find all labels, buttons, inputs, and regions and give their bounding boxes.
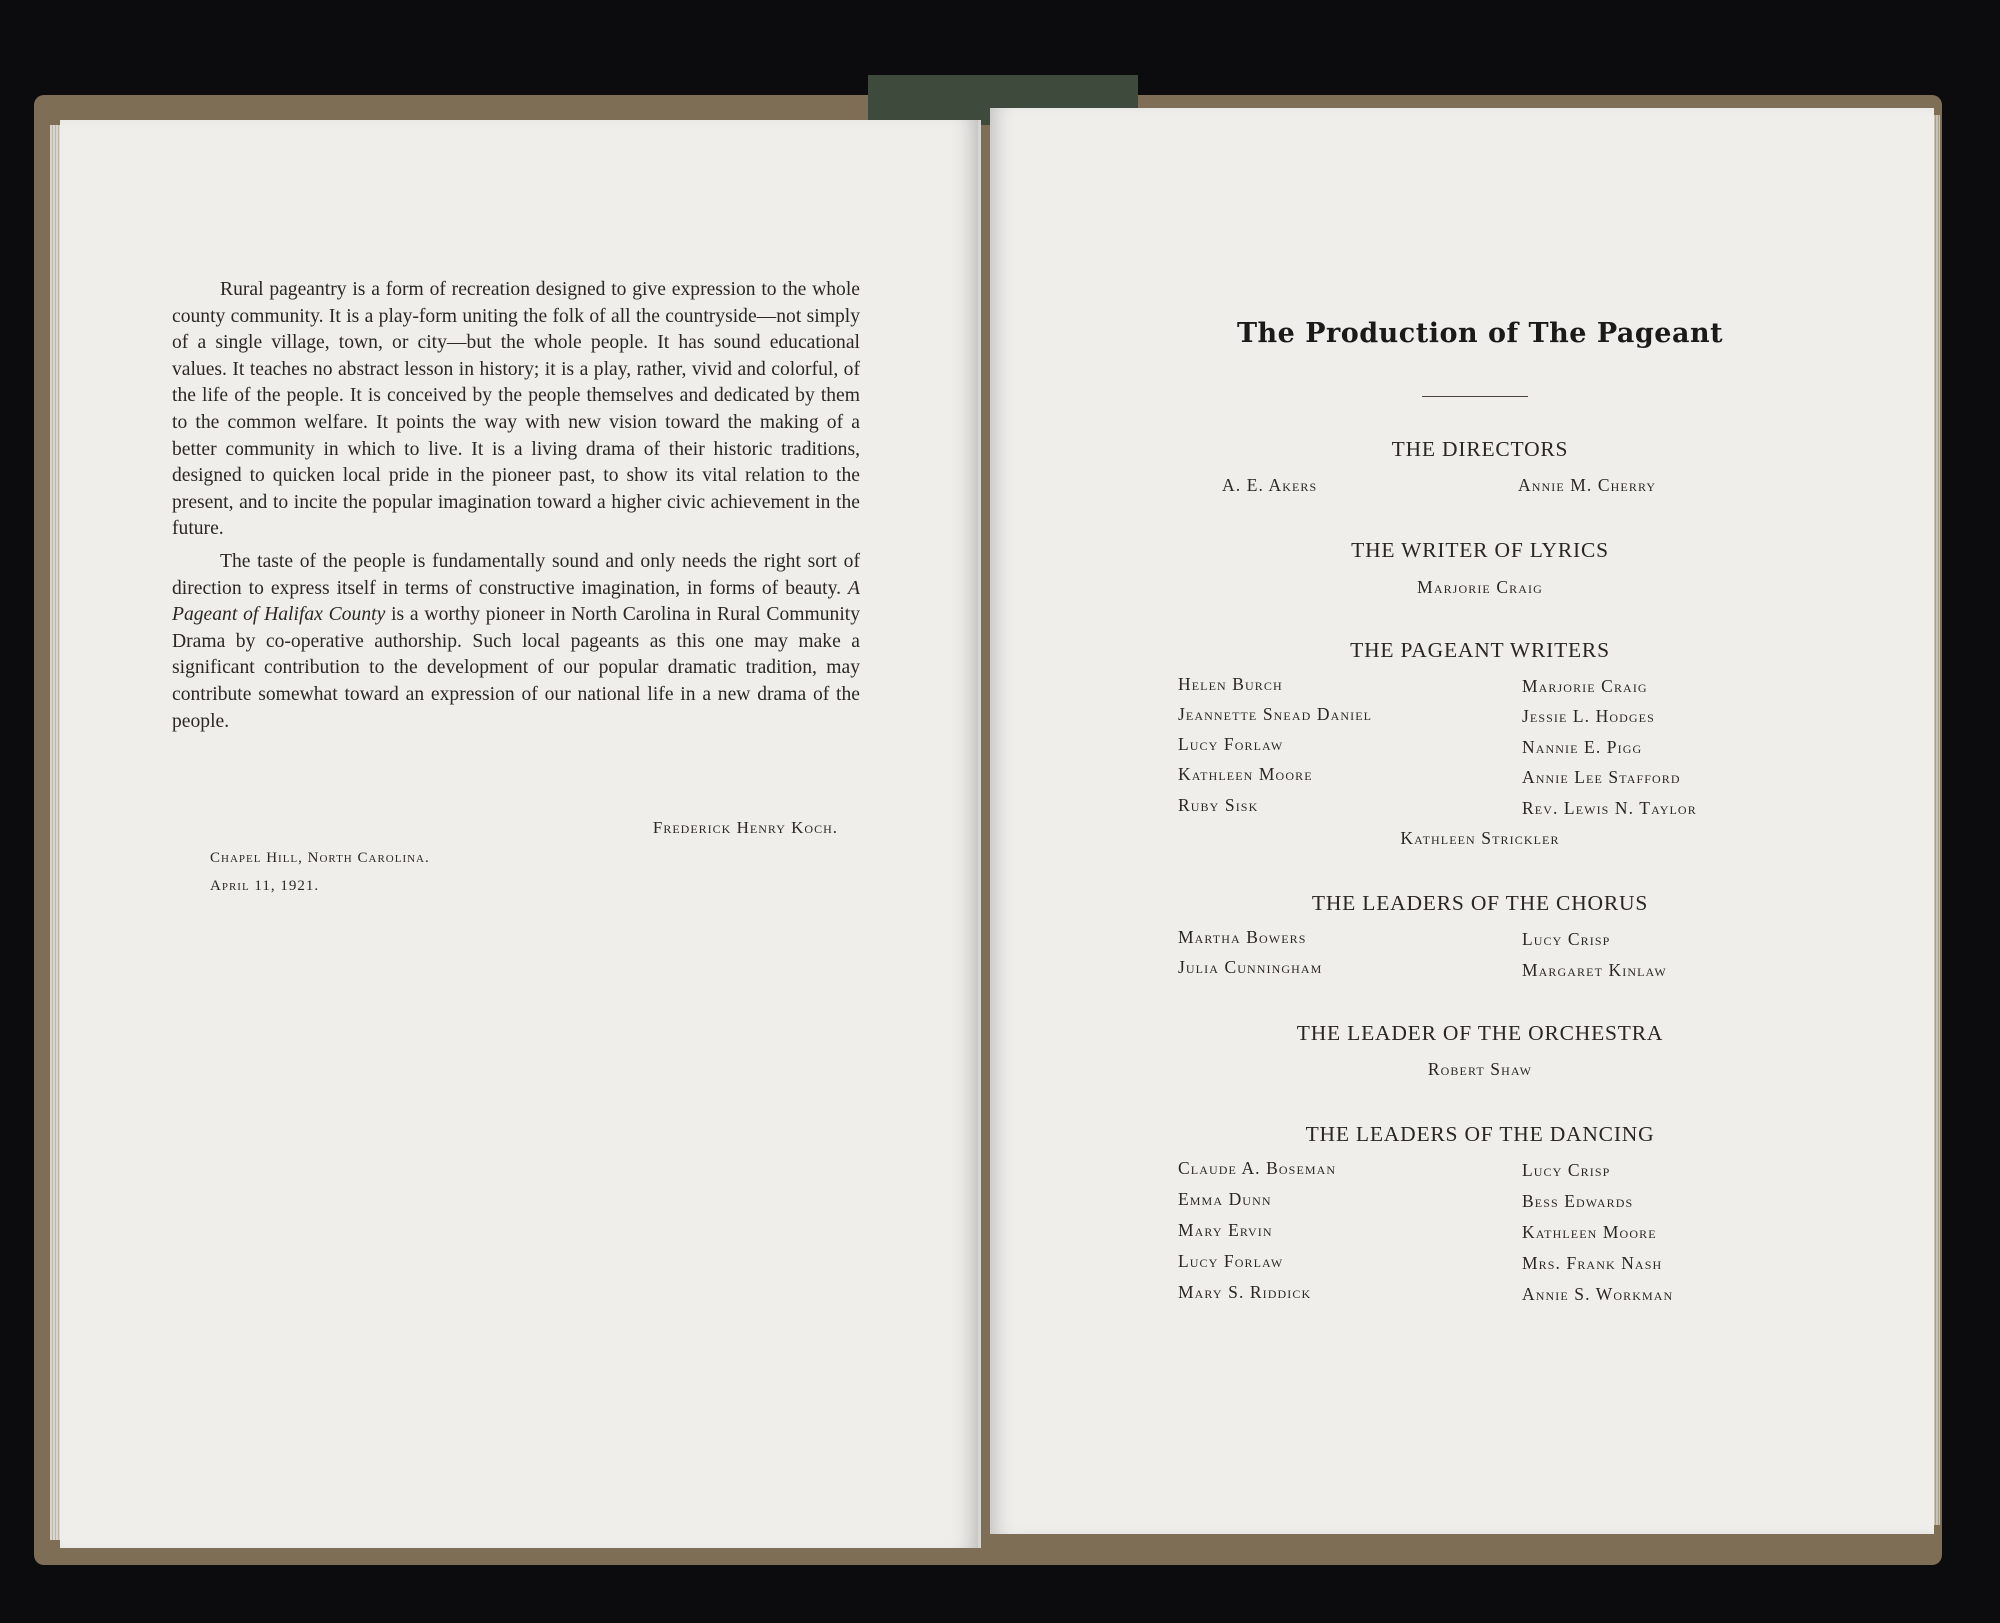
directors-heading: THE DIRECTORS [1391,437,1569,461]
dancing-heading: THE LEADERS OF THE DANCING [1305,1122,1655,1146]
writer-name: Nannie E. Pigg [1522,737,1643,757]
director-name: A. E. Akers [1222,475,1318,495]
signature-date: April 11, 1921. [210,878,320,894]
writer-name-centered: Kathleen Strickler [1400,828,1560,848]
writer-name: Kathleen Moore [1178,764,1313,784]
dancing-leader-name: Claude A. Boseman [1178,1158,1337,1178]
writer-name: Marjorie Craig [1522,676,1648,696]
dancing-leader-name: Annie S. Workman [1522,1284,1674,1304]
orchestra-leader-name: Robert Shaw [1427,1059,1533,1079]
intro-paragraph-2-end: is a worthy pioneer in North Carolina in Rural Community Drama by co-operative authorship. Such local pageants as this one may make a significant contribution to the development of our popular dramatic tradition, may contribute somewhat toward an expression of our national life in a new drama of the people. [172,604,861,732]
chorus-leader-name: Margaret Kinlaw [1522,960,1667,980]
dancing-leader-name: Lucy Crisp [1522,1160,1611,1180]
dancing-leader-name: Emma Dunn [1178,1189,1272,1209]
lyrics-heading: THE WRITER OF LYRICS [1351,538,1609,562]
dancing-leader-name: Mary Ervin [1178,1220,1273,1240]
signature-place: Chapel Hill, North Carolina. [210,850,430,866]
orchestra-heading: THE LEADER OF THE ORCHESTRA [1296,1021,1664,1045]
title-divider [1422,396,1528,397]
writer-name: Annie Lee Stafford [1522,767,1681,787]
introduction-text [172,277,860,741]
chorus-leader-name: Julia Cunningham [1178,957,1323,977]
dancing-leader-name: Kathleen Moore [1522,1222,1657,1242]
writer-name: Ruby Sisk [1178,795,1259,815]
writer-name: Helen Burch [1178,674,1283,694]
pageant-writers-heading: THE PAGEANT WRITERS [1350,638,1610,662]
dancing-leader-name: Lucy Forlaw [1178,1251,1284,1271]
intro-paragraph-2 [172,549,860,735]
chorus-heading: THE LEADERS OF THE CHORUS [1311,891,1649,915]
writer-name: Rev. Lewis N. Taylor [1522,798,1697,818]
director-name: Annie M. Cherry [1518,475,1657,495]
intro-paragraph-2-start: The taste of the people is fundamentally sound and only needs the right sort of direction to express itself in terms of constructive imagination, in forms of beauty. [172,550,860,599]
dancing-leader-name: Mary S. Riddick [1178,1282,1312,1302]
lyrics-writer-name: Marjorie Craig [1417,577,1543,597]
page-title: The Production of The Pageant [1236,318,1724,349]
intro-paragraph-1: Rural pageantry is a form of recreation designed to give expression to the whole county community. It is a play-form uniting the folk of all the countryside—not simply of a single village, town, or city—but the whole people. It has sound educational values. It teaches no abstract lesson in history; it is a play, rather, vivid and colorful, of the life of the people. It is conceived by the people themselves and dedicated by them to the common welfare. It points the way with new vision toward the making of a better community in which to live. It is a living drama of their historic traditions, designed to quicken local pride in the pioneer past, to show its vital relation to the present, and to incite the popular imagination toward a higher civic achievement in the future. [172,279,860,540]
chorus-leader-name: Lucy Crisp [1522,929,1611,949]
chorus-leader-name: Martha Bowers [1178,927,1307,947]
writer-name: Lucy Forlaw [1178,734,1284,754]
author-signature: Frederick Henry Koch. [652,818,838,837]
pageant-title-italic: A Pageant of Halifax County [172,577,860,626]
dancing-leader-name: Bess Edwards [1522,1191,1634,1211]
writer-name: Jeannette Snead Daniel [1178,704,1373,724]
writer-name: Jessie L. Hodges [1522,706,1655,726]
dancing-leader-name: Mrs. Frank Nash [1522,1253,1663,1273]
